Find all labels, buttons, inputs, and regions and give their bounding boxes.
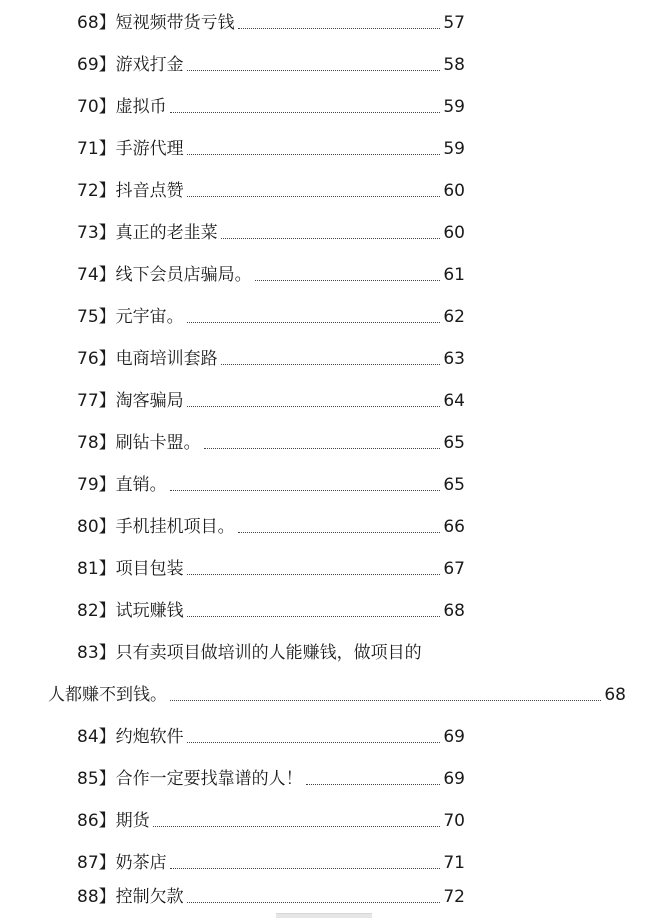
toc-entry-title: 71】手游代理 (77, 139, 184, 159)
dot-leader (238, 28, 441, 29)
toc-entry-page: 66 (443, 517, 465, 537)
dot-leader (187, 742, 441, 743)
toc-entry-page: 65 (443, 475, 465, 495)
toc-entry[interactable] (77, 764, 465, 790)
dot-leader (221, 238, 441, 239)
dot-leader (187, 154, 441, 155)
toc-entry-title: 84】约炮软件 (77, 727, 184, 747)
toc-entry-title: 75】元宇宙。 (77, 307, 184, 327)
toc-entry-page: 70 (443, 811, 465, 831)
toc-entry-title: 68】短视频带货亏钱 (77, 13, 235, 33)
dot-leader (187, 902, 441, 903)
dot-leader (187, 574, 441, 575)
toc-entry-page: 72 (443, 887, 465, 907)
toc-entry-title: 85】合作一定要找靠谱的人！ (77, 769, 303, 789)
dot-leader (187, 322, 441, 323)
toc-entry[interactable] (77, 302, 465, 328)
toc-entry-title: 74】线下会员店骗局。 (77, 265, 252, 285)
toc-entry[interactable] (77, 8, 465, 34)
toc-entry-title: 76】电商培训套路 (77, 349, 218, 369)
toc-entry-page: 64 (443, 391, 465, 411)
toc-entry-title: 88】控制欠款 (77, 887, 184, 907)
toc-entry[interactable] (77, 134, 465, 160)
toc-entry-title: 83】只有卖项目做培训的人能赚钱，做项目的 (77, 643, 422, 663)
toc-entry-title: 82】试玩赚钱 (77, 601, 184, 621)
toc-entry[interactable] (77, 554, 465, 580)
dot-leader (153, 826, 441, 827)
toc-entry-page: 61 (443, 265, 465, 285)
toc-entry-title-continued: 人都赚不到钱。 (48, 685, 167, 705)
toc-entry-wrapped-line1[interactable] (77, 638, 477, 664)
toc-entry-page: 69 (443, 769, 465, 789)
toc-entry-page: 71 (443, 853, 465, 873)
toc-entry[interactable] (77, 428, 465, 454)
toc-entry-page: 68 (443, 601, 465, 621)
toc-entry[interactable] (77, 386, 465, 412)
toc-entry[interactable] (77, 470, 465, 496)
toc-entry-title: 77】淘客骗局 (77, 391, 184, 411)
dot-leader (221, 364, 441, 365)
toc-entry-wrapped-line2[interactable] (48, 680, 626, 706)
toc-entry-page: 67 (443, 559, 465, 579)
dot-leader (306, 784, 441, 785)
toc-entry-page: 60 (443, 181, 465, 201)
toc-entry-page: 60 (443, 223, 465, 243)
toc-entry-title: 72】抖音点赞 (77, 181, 184, 201)
toc-entry[interactable] (77, 882, 465, 908)
dot-leader (255, 280, 441, 281)
toc-entry[interactable] (77, 848, 465, 874)
toc-entry-title: 79】直销。 (77, 475, 167, 495)
dot-leader (238, 532, 441, 533)
toc-entry-page: 68 (604, 685, 626, 705)
toc-entry-title: 81】项目包装 (77, 559, 184, 579)
toc-entry-title: 78】刷钻卡盟。 (77, 433, 201, 453)
toc-entry-page: 59 (443, 139, 465, 159)
dot-leader (170, 868, 441, 869)
toc-entry-page: 59 (443, 97, 465, 117)
toc-entry-title: 86】期货 (77, 811, 150, 831)
toc-entry-page: 65 (443, 433, 465, 453)
dot-leader (170, 112, 441, 113)
toc-entry-title: 87】奶茶店 (77, 853, 167, 873)
toc-entry-page: 62 (443, 307, 465, 327)
dot-leader (187, 406, 441, 407)
dot-leader (187, 70, 441, 71)
toc-entry-page: 69 (443, 727, 465, 747)
toc-entry[interactable] (77, 218, 465, 244)
toc-entry-title: 69】游戏打金 (77, 55, 184, 75)
toc-entry-title: 80】手机挂机项目。 (77, 517, 235, 537)
dot-leader (170, 700, 601, 701)
dot-leader (187, 616, 441, 617)
toc-entry-title: 70】虚拟币 (77, 97, 167, 117)
toc-entry[interactable] (77, 176, 465, 202)
toc-entry-title: 73】真正的老韭菜 (77, 223, 218, 243)
toc-entry[interactable] (77, 92, 465, 118)
toc-entry-page: 57 (443, 13, 465, 33)
toc-entry-page: 63 (443, 349, 465, 369)
toc-entry-page: 58 (443, 55, 465, 75)
toc-entry[interactable] (77, 50, 465, 76)
dot-leader (170, 490, 441, 491)
toc-entry[interactable] (77, 344, 465, 370)
toc-entry[interactable] (77, 722, 465, 748)
page-footer-mark (276, 913, 372, 918)
toc-entry[interactable] (77, 512, 465, 538)
toc-entry[interactable] (77, 806, 465, 832)
dot-leader (204, 448, 441, 449)
toc-entry[interactable] (77, 260, 465, 286)
toc-entry[interactable] (77, 596, 465, 622)
dot-leader (187, 196, 441, 197)
